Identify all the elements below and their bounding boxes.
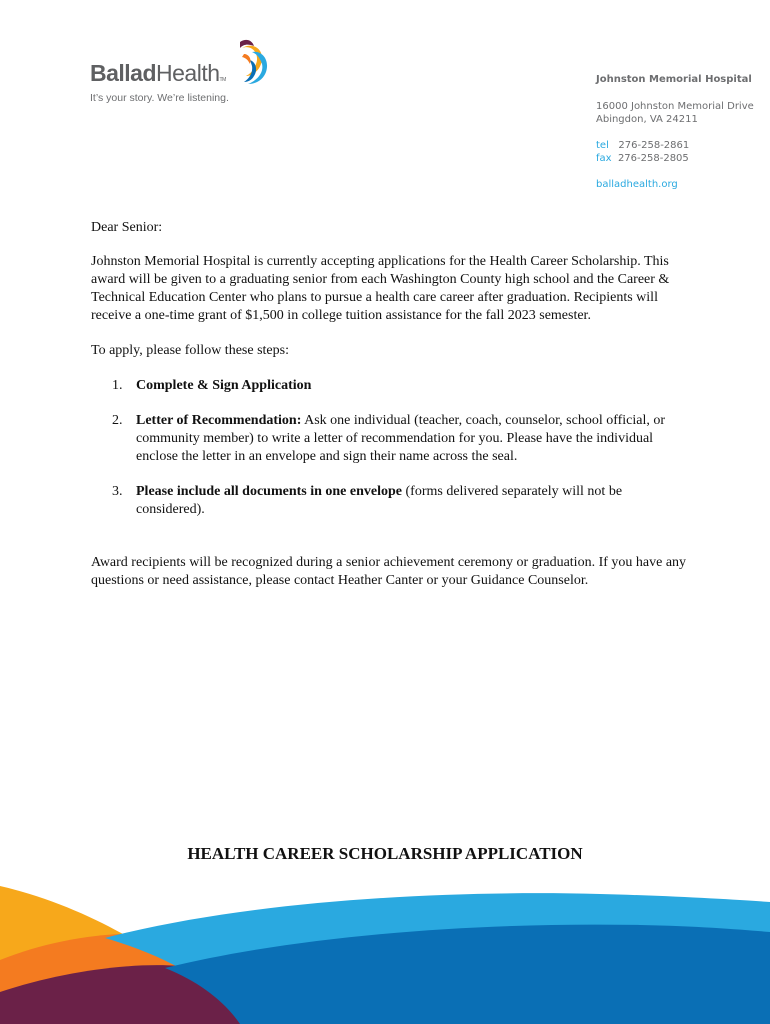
list-item xyxy=(91,483,691,519)
list-item xyxy=(91,412,691,466)
fax-number: 276-258-2805 xyxy=(617,153,689,164)
intro-paragraph: Johnston Memorial Hospital is currently accepting applications for the Health Career Scholarship. This award will be given to a graduating senior from each Washington County high school and the Career & Technical Education Center who plans to pursue a health care career after graduation. Recipients will receive a one-time grant of $1,500 in college tuition assistance for the fall 2023 semester. xyxy=(91,254,670,323)
contact-fax xyxy=(596,152,754,165)
ballad-swirl-icon xyxy=(230,38,270,86)
brand-tagline: It’s your story. We’re listening. xyxy=(90,92,229,104)
decorative-wave-band xyxy=(0,880,770,1024)
step-text: (forms delivered separately will not be considered). xyxy=(136,484,623,517)
step-title: Letter of Recommendation: xyxy=(136,413,302,428)
contact-organization: Johnston Memorial Hospital xyxy=(596,74,752,85)
step-number: 1. xyxy=(112,378,123,393)
closing-paragraph: Award recipients will be recognized during a senior achievement ceremony or graduation. If you have any questions or need assistance, please contact Heather Canter or your Guidance Counselor. xyxy=(91,555,687,588)
contact-address-line2: Abingdon, VA 24211 xyxy=(596,114,698,125)
contact-block xyxy=(596,73,754,191)
step-title: Complete & Sign Application xyxy=(136,378,312,393)
fax-label: fax xyxy=(596,153,612,164)
step-text: Ask one individual (teacher, coach, counselor, school official, or community member) to write a letter of recommendation for you. Please have the individual enclose the letter in an envelope and sign their name across the seal. xyxy=(136,413,666,464)
tel-number[interactable]: 276-258-2861 xyxy=(618,140,690,151)
steps-intro: To apply, please follow these steps: xyxy=(91,343,289,358)
salutation: Dear Senior: xyxy=(91,220,163,235)
logo-tm: TM xyxy=(219,77,226,83)
step-number: 2. xyxy=(112,413,123,428)
logo-wordmark-bold: Ballad xyxy=(90,60,157,86)
logo-wordmark xyxy=(90,60,226,87)
step-title: Please include all documents in one envelope xyxy=(136,484,402,499)
tel-label: tel xyxy=(596,140,609,151)
steps-list xyxy=(91,377,691,519)
step-number: 3. xyxy=(112,484,123,499)
contact-address-line1: 16000 Johnston Memorial Drive xyxy=(596,101,754,112)
contact-tel xyxy=(596,139,754,152)
logo-wordmark-regular: Health xyxy=(156,60,220,86)
letter-body xyxy=(91,219,691,590)
list-item xyxy=(91,377,691,395)
application-title: HEALTH CAREER SCHOLARSHIP APPLICATION xyxy=(187,844,583,863)
website-link[interactable]: balladhealth.org xyxy=(596,179,678,190)
